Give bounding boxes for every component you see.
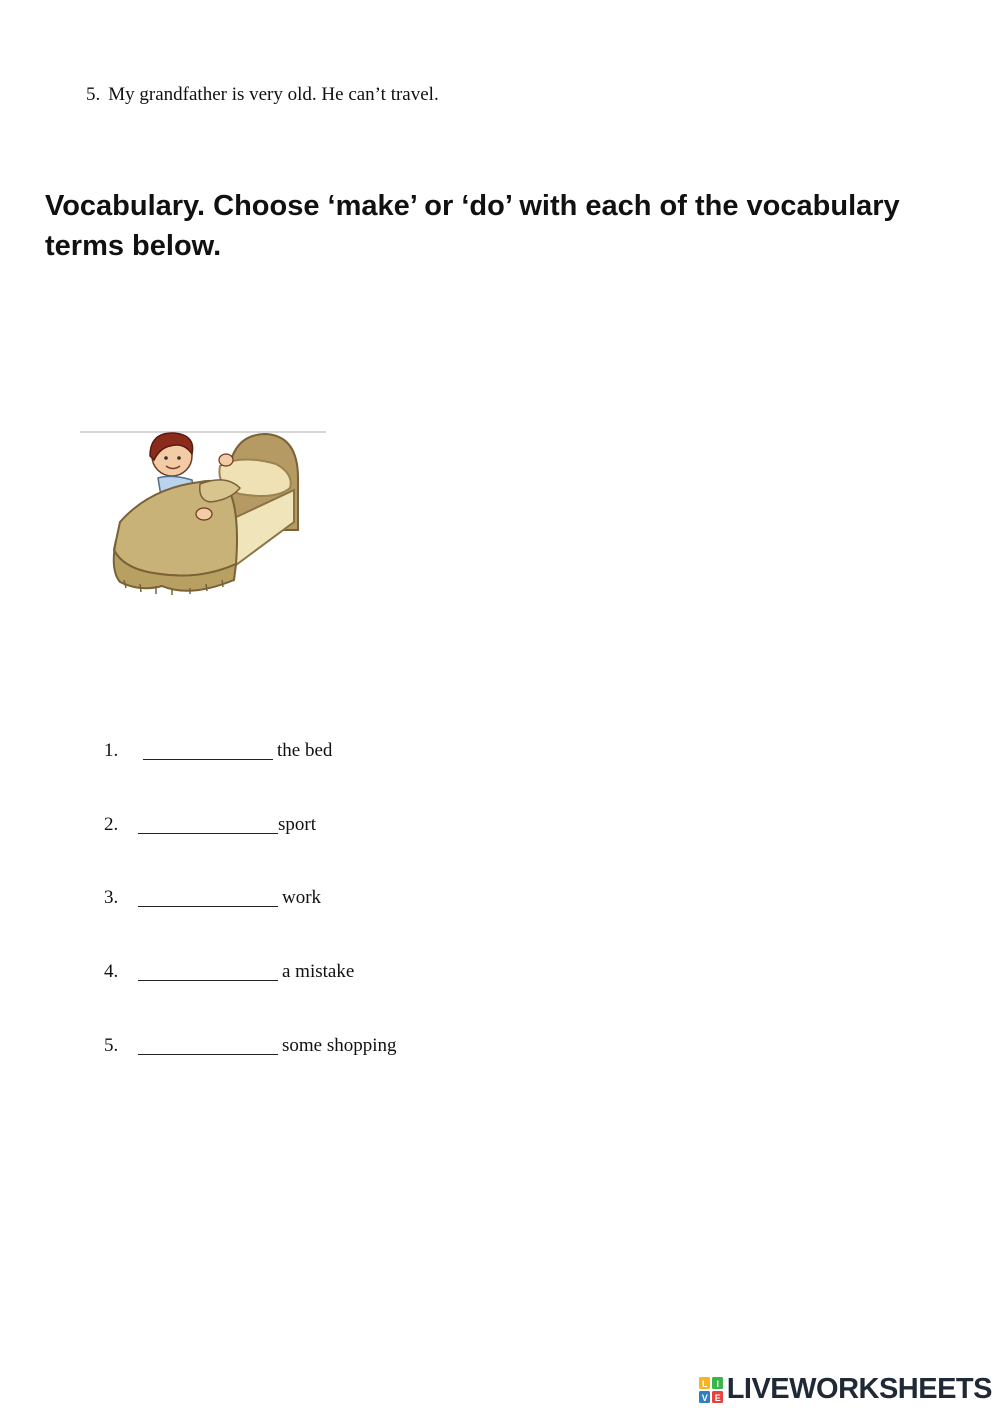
svg-text:I: I: [716, 1378, 719, 1389]
vocab-item-5: [104, 1034, 397, 1058]
vocab-item-4: [104, 960, 354, 984]
liveworksheets-logo-icon: [699, 1377, 723, 1403]
item-term: sport: [278, 814, 316, 835]
question-text: My grandfather is very old. He can’t travel.: [108, 84, 439, 105]
answer-input-3[interactable]: [138, 889, 278, 907]
section-heading: Vocabulary. Choose ‘make’ or ‘do’ with each of the vocabulary terms below.: [45, 190, 900, 262]
brand-name: LIVEWORKSHEETS: [726, 1373, 992, 1405]
liveworksheets-brand: [699, 1373, 992, 1406]
answer-input-1[interactable]: [143, 742, 273, 760]
item-term: some shopping: [282, 1035, 397, 1056]
svg-text:E: E: [714, 1392, 720, 1403]
answer-input-4[interactable]: [138, 963, 278, 981]
item-term: a mistake: [282, 961, 355, 982]
vocab-item-2: [104, 813, 316, 837]
vocab-item-3: [104, 886, 321, 910]
answer-input-5[interactable]: [138, 1037, 278, 1055]
question-number: 5.: [86, 84, 101, 105]
svg-text:V: V: [701, 1392, 707, 1403]
answer-input-2[interactable]: [138, 816, 278, 834]
item-number: 2.: [104, 814, 119, 835]
previous-question: [86, 84, 439, 106]
vocab-item-1: [104, 739, 332, 763]
item-term: the bed: [277, 740, 333, 761]
item-number: 4.: [104, 961, 119, 982]
item-number: 1.: [104, 740, 119, 761]
item-number: 5.: [104, 1035, 119, 1056]
item-term: work: [282, 887, 322, 908]
item-number: 3.: [104, 887, 119, 908]
svg-text:L: L: [701, 1378, 707, 1389]
boy-making-bed-icon: [80, 430, 326, 600]
